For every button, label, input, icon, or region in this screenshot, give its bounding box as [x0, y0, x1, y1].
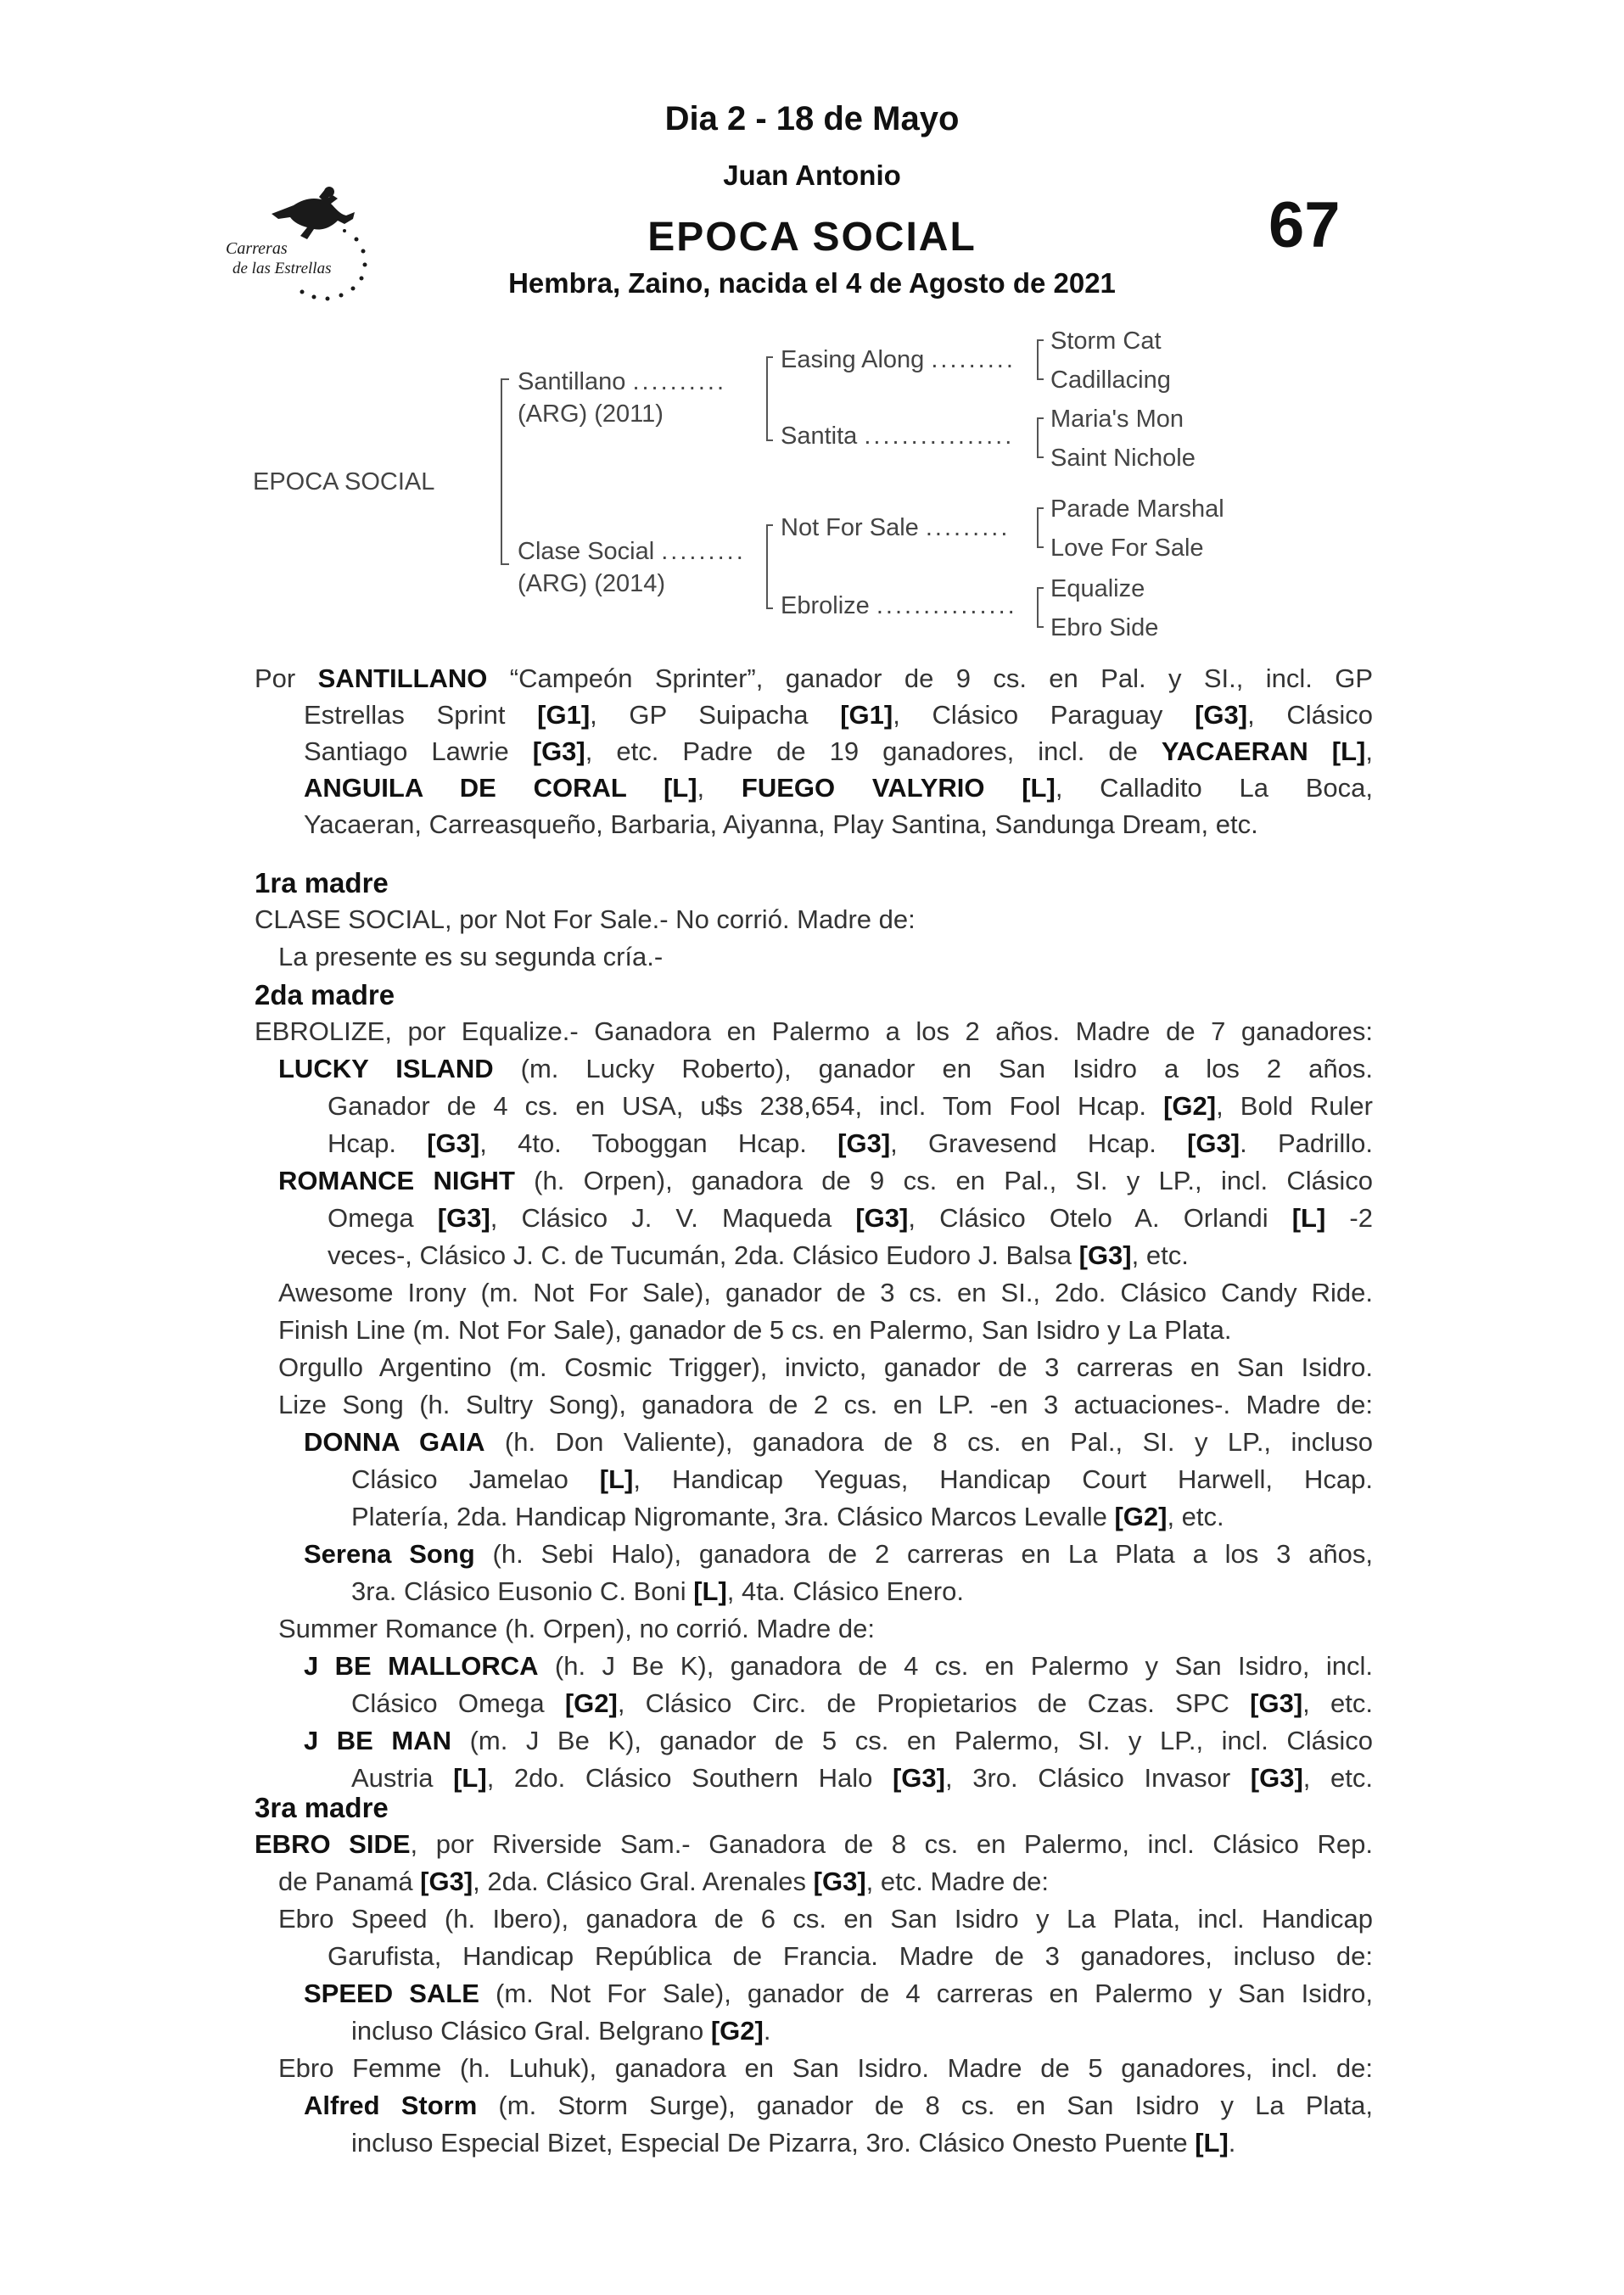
text-line	[304, 736, 1373, 767]
pedigree-bracket-tick	[1037, 546, 1044, 548]
text-line	[328, 1240, 1189, 1271]
text-line	[255, 1016, 1373, 1047]
text: (m. Storm Surge), ganador de 8 cs. en San Isidro y La Plata,	[477, 2091, 1373, 2120]
text-line	[278, 1278, 1373, 1308]
text: , etc. Madre de:	[865, 1867, 1050, 1896]
text: , 2do. Clásico Southern Halo	[486, 1763, 893, 1793]
text: (h. Sebi Halo), ganadora de 2 carreras en La Plata a los 3 años,	[474, 1539, 1373, 1569]
pedigree-bracket-tick	[1037, 626, 1044, 628]
pedigree-sire: Santillano ..........	[518, 368, 727, 395]
text: Hcap.	[328, 1128, 428, 1158]
pedigree-sire-detail: (ARG) (2011)	[518, 400, 664, 428]
text: incluso Clásico Gral. Belgrano	[351, 2016, 711, 2046]
pedigree-bracket	[501, 378, 502, 565]
text-line	[328, 1128, 1373, 1159]
text: “Campeón Sprinter”, ganador de 9 cs. en Pal. y SI., incl. GP	[487, 663, 1373, 693]
text: , Gravesend Hcap.	[890, 1128, 1188, 1158]
text-line	[278, 1614, 875, 1644]
pedigree-bracket-tick	[1037, 417, 1044, 419]
second-dam-heading: 2da madre	[255, 979, 395, 1010]
text: veces-, Clásico J. C. de Tucumán, 2da. Clásico Eudoro J. Balsa	[328, 1240, 1079, 1270]
text: Clásico Jamelao	[351, 1464, 600, 1494]
bold-text: [L]	[453, 1763, 487, 1793]
first-dam-heading: 1ra madre	[255, 867, 389, 898]
text-line	[278, 1166, 1373, 1196]
pedigree-dam: Clase Social .........	[518, 538, 746, 565]
pedigree-bracket-tick	[1037, 339, 1044, 341]
bold-text: [G3]	[837, 1128, 891, 1158]
pedigree-bracket	[1037, 587, 1039, 626]
text: Finish Line (m. Not For Sale), ganador de 5 cs. en Palermo, San Isidro y La Plata.	[278, 1315, 1232, 1345]
text-line	[278, 1054, 1373, 1084]
text: Estrellas Sprint	[304, 700, 538, 730]
bold-text: [G3]	[1078, 1240, 1132, 1270]
pedigree-bracket-tick	[1037, 507, 1044, 509]
text-line	[278, 1904, 1373, 1934]
sale-day-title: Dia 2 - 18 de Mayo	[664, 100, 960, 137]
pedigree-bracket	[766, 524, 768, 609]
pedigree-bracket-tick	[501, 563, 509, 565]
pedigree-sire-sire: Easing Along .........	[781, 346, 1016, 373]
text-line	[304, 773, 1373, 803]
pedigree-dsd: Love For Sale	[1050, 535, 1204, 562]
lot-number: 67	[1268, 189, 1341, 261]
pedigree-bracket-tick	[766, 356, 773, 358]
text: , Clásico J. V. Maqueda	[490, 1203, 856, 1233]
text: Awesome Irony (m. Not For Sale), ganador de 3 cs. en SI., 2do. Clásico Candy Ride.	[278, 1278, 1373, 1307]
text-line	[304, 809, 1258, 840]
text-line	[351, 1576, 964, 1607]
text-line	[304, 1539, 1373, 1570]
third-dam-heading: 3ra madre	[255, 1792, 389, 1823]
pedigree-bracket-tick	[1037, 587, 1044, 589]
text: Ganador de 4 cs. en USA, u$s 238,654, incl. Tom Fool Hcap.	[328, 1091, 1164, 1121]
text-line	[255, 663, 1373, 694]
pedigree-bracket-tick	[766, 524, 773, 526]
text: Omega	[328, 1203, 438, 1233]
text: EBROLIZE, por Equalize.- Ganadora en Palermo a los 2 años. Madre de 7 ganadores:	[255, 1016, 1373, 1046]
bold-text: [G3]	[892, 1763, 945, 1793]
text-line	[304, 1651, 1373, 1682]
bold-text: [L]	[1291, 1203, 1326, 1233]
text: (m. Not For Sale), ganador de 4 carreras en Palermo y San Isidro,	[479, 1979, 1373, 2008]
bold-text: [G2]	[710, 2016, 764, 2046]
text: Ebro Femme (h. Luhuk), ganadora en San Isidro. Madre de 5 ganadores, incl. de:	[278, 2053, 1373, 2083]
text-line	[351, 2016, 770, 2046]
text: (m. J Be K), ganador de 5 cs. en Palermo, SI. y LP., incl. Clásico	[451, 1726, 1373, 1755]
text: , Bold Ruler	[1216, 1091, 1373, 1121]
bold-text: [G3]	[532, 736, 585, 766]
text-line	[328, 1091, 1373, 1122]
pedigree-ddd: Ebro Side	[1050, 614, 1159, 641]
text-line	[328, 1941, 1373, 1972]
horse-name: EPOCA SOCIAL	[647, 215, 977, 260]
text-line	[304, 700, 1373, 730]
text-line	[278, 1315, 1231, 1346]
pedigree-bracket	[1037, 339, 1039, 378]
text-line	[278, 1867, 1049, 1897]
text: , Clásico Circ. de Propietarios de Czas. SPC	[617, 1688, 1251, 1718]
bold-text: ANGUILA DE CORAL [L]	[304, 773, 697, 803]
bold-text: [G3]	[1195, 700, 1248, 730]
pedigree-bracket	[766, 356, 768, 441]
text: de Panamá	[278, 1867, 421, 1896]
text: , etc.	[1131, 1240, 1189, 1270]
text: , 2da. Clásico Gral. Arenales	[473, 1867, 814, 1896]
text: ,	[1365, 736, 1373, 766]
pedigree-sire-dam: Santita ................	[781, 423, 1015, 450]
text: , Clásico Paraguay	[893, 700, 1196, 730]
text-line	[304, 2091, 1373, 2121]
bold-text: [L]	[693, 1576, 727, 1606]
text: , Calladito La Boca,	[1055, 773, 1373, 803]
bold-text: FUEGO VALYRIO [L]	[741, 773, 1056, 803]
bold-text: [G3]	[437, 1203, 490, 1233]
text: .	[763, 2016, 771, 2046]
text: , GP Suipacha	[590, 700, 841, 730]
text: , 3ro. Clásico Invasor	[944, 1763, 1251, 1793]
bold-text: EBRO SIDE	[255, 1829, 411, 1859]
bold-text: [L]	[599, 1464, 634, 1494]
pedigree-bracket	[1037, 507, 1039, 546]
pedigree-sss: Storm Cat	[1050, 327, 1162, 355]
logo-text-line2: de las Estrellas	[232, 260, 332, 277]
bold-text: Alfred Storm	[304, 2091, 478, 2120]
bold-text: SANTILLANO	[317, 663, 488, 693]
text-line	[304, 1427, 1373, 1458]
text: Por	[255, 663, 318, 693]
text: , etc. Padre de 19 ganadores, incl. de	[585, 736, 1162, 766]
bold-text: [G2]	[564, 1688, 618, 1718]
bold-text: [G3]	[420, 1867, 473, 1896]
bold-text: [G1]	[537, 700, 591, 730]
bold-text: [L]	[1195, 2128, 1229, 2158]
bold-text: J BE MALLORCA	[304, 1651, 539, 1681]
bold-text: DONNA GAIA	[304, 1427, 485, 1457]
bold-text: [G1]	[840, 700, 893, 730]
text-line	[278, 2053, 1373, 2084]
text: , etc.	[1167, 1502, 1224, 1531]
pedigree-bracket	[1037, 417, 1039, 456]
bold-text: [G3]	[1250, 1763, 1303, 1793]
text: ,	[697, 773, 742, 803]
horse-description: Hembra, Zaino, nacida el 4 de Agosto de 2021	[508, 267, 1116, 299]
pedigree-dss: Parade Marshal	[1050, 495, 1224, 523]
pedigree-ssd: Cadillacing	[1050, 367, 1171, 394]
pedigree-dam-sire: Not For Sale .........	[781, 514, 1011, 541]
text-line	[351, 1502, 1224, 1532]
text: Austria	[351, 1763, 454, 1793]
text: 3ra. Clásico Eusonio C. Boni	[351, 1576, 694, 1606]
carreras-de-las-estrellas-logo	[219, 180, 380, 307]
text: La presente es su segunda cría.-	[278, 942, 664, 971]
pedigree-subject: EPOCA SOCIAL	[253, 468, 435, 495]
pedigree-bracket-tick	[1037, 456, 1044, 458]
text: Santiago Lawrie	[304, 736, 533, 766]
bold-text: [G3]	[1187, 1128, 1240, 1158]
text-line	[278, 1352, 1373, 1383]
bold-text: [G3]	[855, 1203, 909, 1233]
logo-text-line1: Carreras	[226, 239, 288, 258]
text: Platería, 2da. Handicap Nigromante, 3ra. Clásico Marcos Levalle	[351, 1502, 1115, 1531]
bold-text: LUCKY ISLAND	[278, 1054, 494, 1083]
text-line	[328, 1203, 1373, 1234]
pedigree-sdd: Saint Nichole	[1050, 445, 1196, 472]
pedigree-bracket-tick	[766, 607, 773, 609]
pedigree-dam-dam: Ebrolize ...............	[781, 592, 1017, 619]
bold-text: Serena Song	[304, 1539, 475, 1569]
text: (h. Don Valiente), ganadora de 8 cs. en Pal., SI. y LP., incluso	[484, 1427, 1373, 1457]
text: Yacaeran, Carreasqueño, Barbaria, Aiyanna, Play Santina, Sandunga Dream, etc.	[304, 809, 1258, 839]
text: , 4ta. Clásico Enero.	[726, 1576, 964, 1606]
text: CLASE SOCIAL, por Not For Sale.- No corrió. Madre de:	[255, 904, 916, 934]
text-line	[351, 1464, 1373, 1495]
text: Orgullo Argentino (m. Cosmic Trigger), invicto, ganador de 3 carreras en San Isidro.	[278, 1352, 1373, 1382]
text: , 4to. Toboggan Hcap.	[479, 1128, 838, 1158]
bold-text: [G2]	[1114, 1502, 1168, 1531]
text-line	[278, 1390, 1373, 1420]
text: , por Riverside Sam.- Ganadora de 8 cs. en Palermo, incl. Clásico Rep.	[410, 1829, 1374, 1859]
text: Clásico Omega	[351, 1688, 565, 1718]
bold-text: [G2]	[1163, 1091, 1217, 1121]
text: (h. J Be K), ganadora de 4 cs. en Palermo y San Isidro, incl.	[538, 1651, 1373, 1681]
bold-text: [G3]	[1250, 1688, 1303, 1718]
text-line	[351, 2128, 1235, 2158]
text: Summer Romance (h. Orpen), no corrió. Madre de:	[278, 1614, 875, 1643]
bold-text: [G3]	[813, 1867, 866, 1896]
text-line	[351, 1763, 1373, 1794]
text: . Padrillo.	[1240, 1128, 1373, 1158]
text-line	[351, 1688, 1373, 1719]
text: (m. Lucky Roberto), ganador en San Isidro a los 2 años.	[493, 1054, 1373, 1083]
pedigree-bracket-tick	[501, 378, 509, 380]
text: , etc.	[1302, 1763, 1373, 1793]
bold-text: [G3]	[427, 1128, 480, 1158]
breeder-name: Juan Antonio	[723, 160, 901, 191]
pedigree-dds: Equalize	[1050, 575, 1145, 602]
text: .	[1228, 2128, 1236, 2158]
bold-text: ROMANCE NIGHT	[278, 1166, 515, 1195]
text-line	[304, 1979, 1373, 2009]
bold-text: J BE MAN	[304, 1726, 452, 1755]
bold-text: SPEED SALE	[304, 1979, 479, 2008]
bold-text: YACAERAN [L]	[1161, 736, 1366, 766]
pedigree-dam-detail: (ARG) (2014)	[518, 570, 666, 597]
text: (h. Orpen), ganadora de 9 cs. en Pal., SI. y LP., incl. Clásico	[514, 1166, 1373, 1195]
text: , Clásico	[1247, 700, 1373, 730]
text-line	[255, 904, 916, 935]
pedigree-sds: Maria's Mon	[1050, 406, 1184, 433]
pedigree-bracket-tick	[1037, 378, 1044, 380]
text-line	[304, 1726, 1373, 1756]
text-line	[255, 1829, 1373, 1860]
text: , Clásico Otelo A. Orlandi	[908, 1203, 1292, 1233]
text: Garufista, Handicap República de Francia. Madre de 3 ganadores, incluso de:	[328, 1941, 1373, 1971]
text: , etc.	[1302, 1688, 1373, 1718]
text: incluso Especial Bizet, Especial De Pizarra, 3ro. Clásico Onesto Puente	[351, 2128, 1196, 2158]
text-line	[278, 942, 663, 972]
text: Ebro Speed (h. Ibero), ganadora de 6 cs. en San Isidro y La Plata, incl. Handicap	[278, 1904, 1373, 1934]
pedigree-bracket-tick	[766, 439, 773, 441]
text: Lize Song (h. Sultry Song), ganadora de 2 cs. en LP. -en 3 actuaciones-. Madre de:	[278, 1390, 1373, 1419]
text: , Handicap Yeguas, Handicap Court Harwell, Hcap.	[633, 1464, 1373, 1494]
text: -2	[1325, 1203, 1373, 1233]
